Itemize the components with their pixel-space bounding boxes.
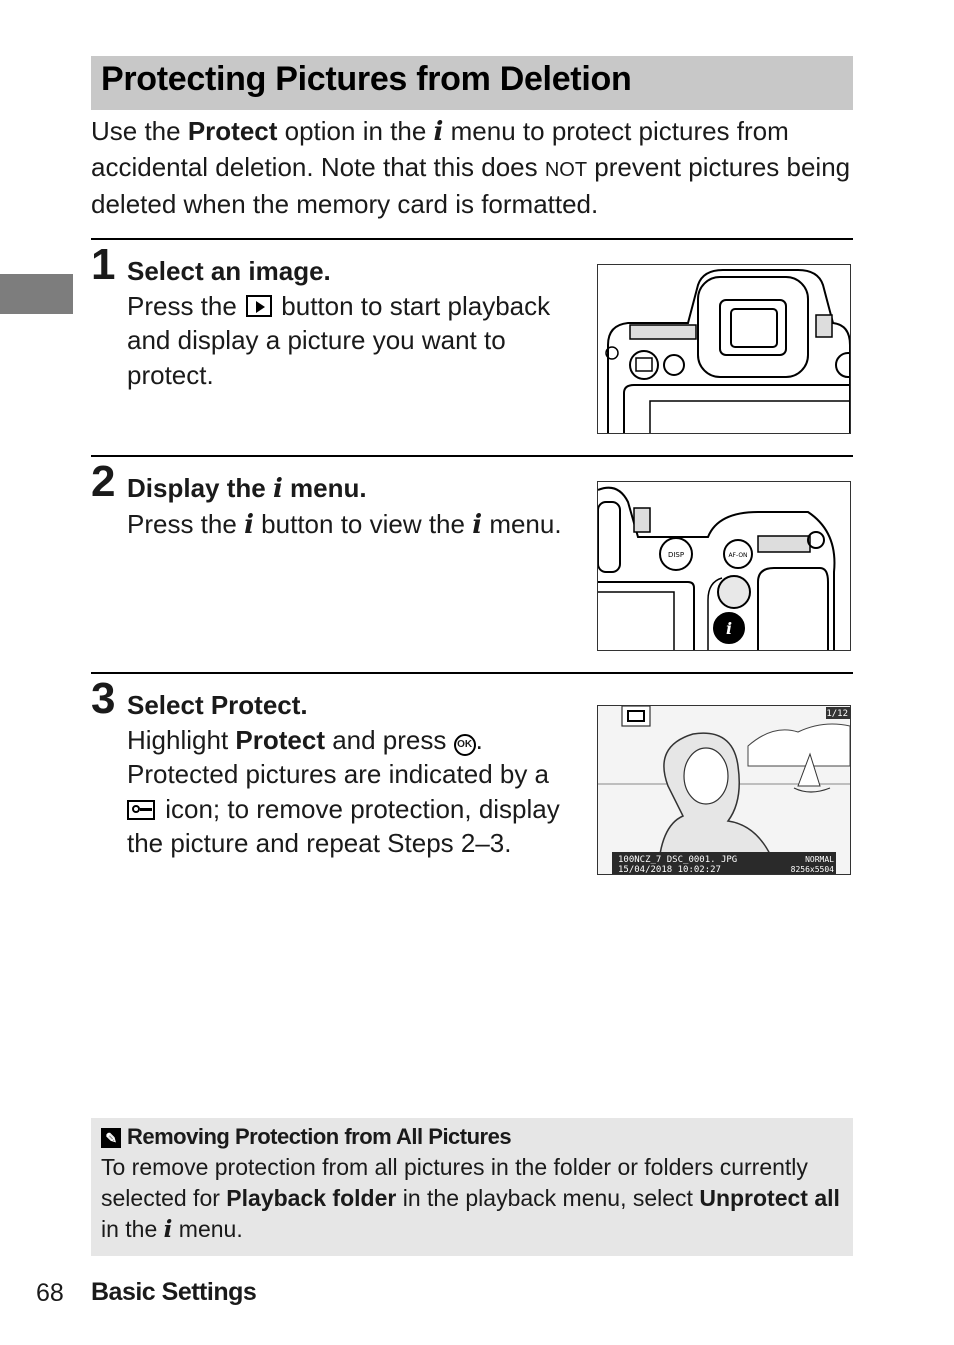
ok-button-icon: OK	[454, 734, 476, 756]
date-time: 15/04/2018 10:02:27	[618, 865, 721, 874]
section-title: Basic Settings	[91, 1278, 257, 1306]
step-body: and press	[324, 724, 454, 755]
step-body: Highlight	[127, 724, 236, 755]
unprotect-all-term: Unprotect all	[699, 1185, 840, 1211]
intro-paragraph	[91, 114, 853, 222]
step-divider	[91, 672, 853, 674]
step-body: menu.	[482, 508, 562, 539]
note-body: To remove protection from all pictures in the folder or folders currently selected for Playback folder in the playback menu, select Unprotect all in the i menu.	[101, 1154, 840, 1243]
step-body: icon; to remove protection, display the picture and repeat Steps 2–3.	[127, 793, 560, 858]
title-bar	[91, 56, 853, 110]
step-heading: Select Protect.	[127, 690, 308, 720]
step-body: Press the	[127, 290, 245, 321]
playback-button-icon	[246, 295, 272, 317]
i-menu-glyph: i	[472, 509, 483, 540]
afon-button-label: AF-ON	[728, 552, 748, 559]
intro-text: menu to protect pictures from accidental deletion. Note that this does	[91, 116, 789, 182]
image-quality: NORMAL	[805, 855, 834, 864]
disp-button-label: DISP	[667, 551, 685, 559]
step-body: button to start playback and display a picture you want to protect.	[127, 290, 551, 390]
i-button-glyph: i	[244, 509, 254, 540]
camera-back-illustration-1	[597, 264, 851, 434]
file-info: 100NCZ_7 DSC_0001. JPG	[618, 855, 738, 865]
intro-text: prevent pictures being deleted when the memory card is formatted.	[91, 151, 851, 219]
i-button-label: i	[725, 619, 733, 638]
i-menu-glyph: i	[433, 117, 444, 147]
intro-not: NOT	[544, 158, 588, 181]
i-menu-glyph: i	[163, 1216, 173, 1243]
camera-back-illustration-2	[597, 481, 851, 651]
note-heading: ✎ Removing Protection from All Pictures	[101, 1124, 511, 1150]
protect-term: Protect	[235, 724, 325, 755]
step-3-text	[127, 688, 577, 861]
playback-screen-illustration	[597, 705, 851, 875]
step-2-text	[127, 471, 577, 542]
step-number: 2	[91, 457, 116, 506]
page-number: 68	[36, 1279, 64, 1307]
step-1-text	[127, 254, 577, 392]
step-body: . Protected pictures are indicated by a	[127, 724, 550, 789]
step-number: 1	[91, 240, 116, 289]
chapter-tab	[0, 274, 73, 314]
image-size: 8256x5504	[790, 865, 834, 874]
step-divider	[91, 238, 853, 240]
step-heading: Select an image.	[127, 256, 331, 286]
step-number: 3	[91, 674, 116, 723]
i-menu-glyph: i	[272, 474, 283, 504]
protect-key-icon	[127, 800, 155, 820]
playback-folder-term: Playback folder	[226, 1185, 397, 1211]
note-box	[91, 1118, 853, 1256]
frame-counter: 1/12	[826, 709, 848, 719]
intro-protect-term: Protect	[187, 116, 278, 146]
page-title: Protecting Pictures from Deletion	[101, 60, 632, 98]
intro-text: Use the	[91, 116, 188, 146]
step-divider	[91, 455, 853, 457]
step-body: button to view the	[253, 508, 473, 539]
intro-text: option in the	[277, 116, 434, 146]
step-heading: Display the i menu.	[127, 473, 367, 504]
pencil-icon: ✎	[101, 1128, 121, 1148]
step-body: Press the	[127, 508, 245, 539]
